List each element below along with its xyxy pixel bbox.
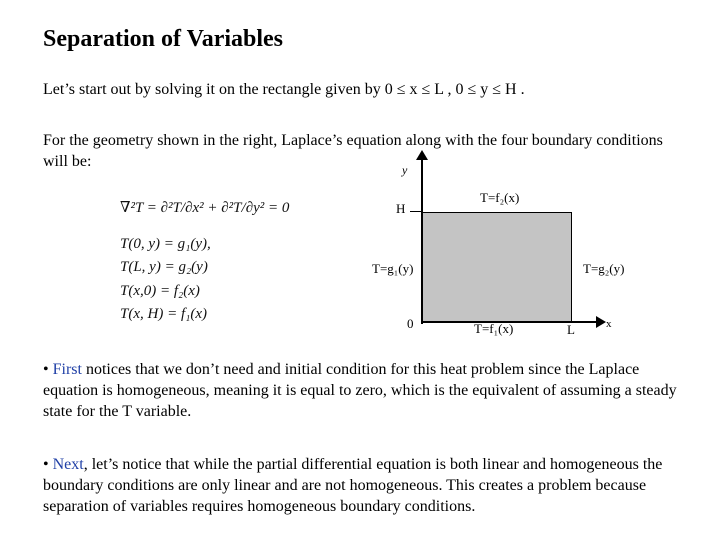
h-tick [410,211,422,212]
l-label: L [567,322,575,337]
domain-rectangle [422,212,572,322]
left-boundary-label: T=g₁(y) [372,261,414,276]
slide-title: Separation of Variables [43,26,284,52]
bullet-next [43,454,683,517]
bullet-text: , let’s notice that while the partial differential equation is both linear and homogeneous the boundary conditions are only linear and are not homogeneous. This creates a problem because separation of variables requires homogeneous boundary conditions. [43,456,663,515]
h-label: H [396,201,406,216]
boundary-condition-1: T(0, y) = g₁(y), [120,236,211,252]
x-axis-label: x [606,318,612,330]
y-axis [421,158,423,324]
bullet-text: notices that we don’t need and initial condition for this heat problem since the Laplace equation is homogeneous, meaning it is equal to zero, which is the equivalent of assuming a steady state for the T variable. [43,361,677,420]
origin-label: 0 [407,316,414,331]
x-axis-arrow-icon [596,316,606,328]
geometry-text: For the geometry shown in the right, Laplace’s equation along with the four boundary conditions will be: [43,132,663,170]
y-axis-arrow-icon [416,150,428,160]
right-boundary-label: T=g₂(y) [583,261,625,276]
laplace-equation: ∇²T = ∂²T/∂x² + ∂²T/∂y² = 0 [120,200,290,216]
bullet-marker: • [43,456,53,473]
bullet-marker: • [43,361,53,378]
bullet-first [43,359,683,422]
y-axis-label: y [402,163,408,177]
intro-text: Let’s start out by solving it on the rectangle given by 0 ≤ x ≤ L , 0 ≤ y ≤ H . [43,81,525,98]
top-boundary-label: T=f₂(x) [480,190,520,205]
boundary-condition-2: T(L, y) = g₂(y) [120,259,208,275]
boundary-condition-3: T(x,0) = f₂(x) [120,283,200,299]
bottom-boundary-label: T=f₁(x) [474,321,514,336]
bullet-keyword: First [52,361,82,378]
bullet-keyword: Next [52,456,84,473]
boundary-condition-4: T(x, H) = f₁(x) [120,306,207,322]
